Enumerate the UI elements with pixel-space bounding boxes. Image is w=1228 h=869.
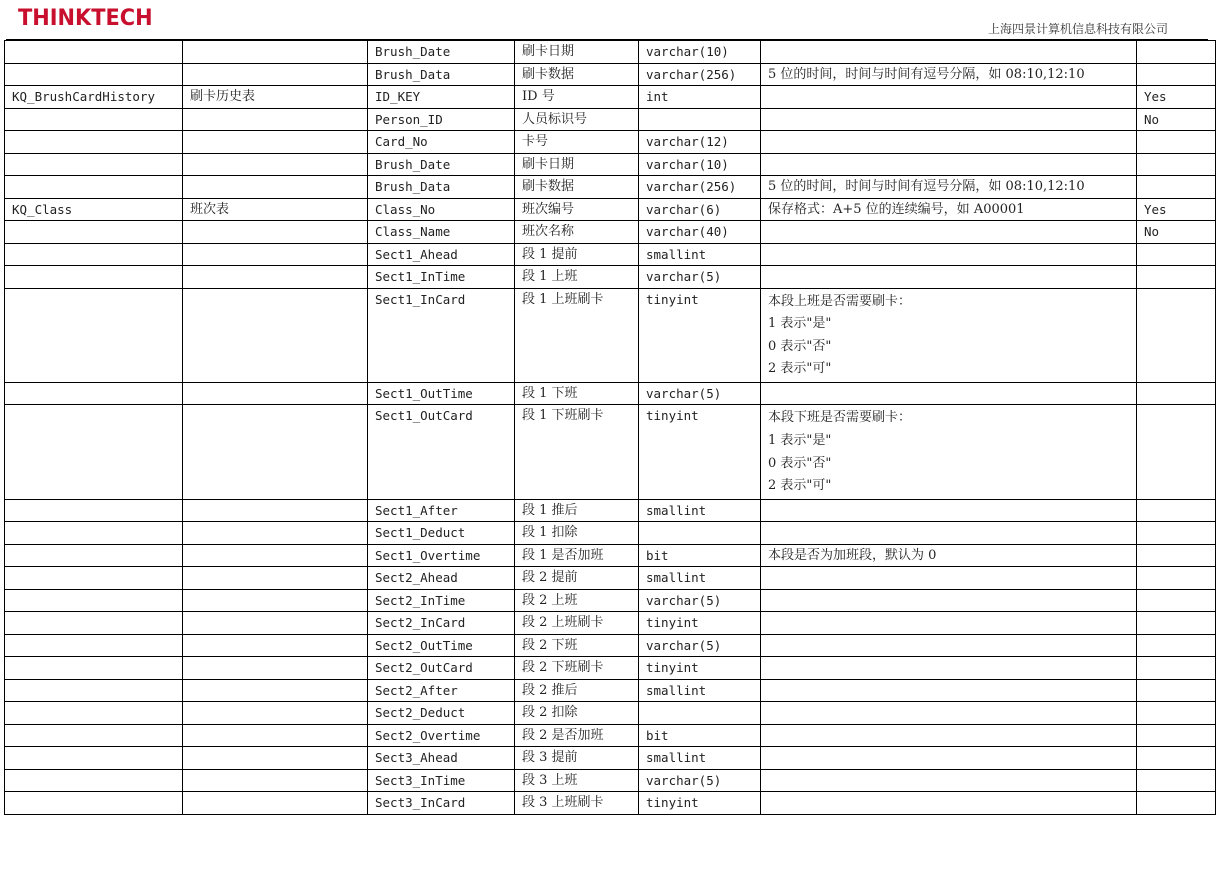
note-cell [761,41,1137,64]
note-cell [761,544,1137,567]
field-cn-name-cell: 段 1 是否加班 [515,544,639,567]
table-row [5,266,1216,289]
field-cn-name-cell: 段 3 提前 [515,747,639,770]
field-name-cell: Sect2_OutTime [368,634,515,657]
table-cn-name-cell [183,792,368,815]
data-type-cell: smallint [639,243,761,266]
table-row [5,769,1216,792]
field-name-cell: Sect1_Deduct [368,522,515,545]
field-cn-name-cell: 段 1 下班刷卡 [515,405,639,499]
table-name-cell [5,769,183,792]
table-name-cell [5,221,183,244]
company-logo: THINKTECH [18,6,153,31]
note-cell [761,153,1137,176]
field-name-cell: Sect2_InTime [368,589,515,612]
note-cell [761,63,1137,86]
key-cell [1137,544,1216,567]
table-row [5,131,1216,154]
note-cell [761,86,1137,109]
table-name-cell [5,131,183,154]
key-cell [1137,405,1216,499]
table-name-cell [5,499,183,522]
data-type-cell: varchar(5) [639,589,761,612]
table-cn-name-cell [183,679,368,702]
key-cell [1137,41,1216,64]
table-cn-name-cell: 班次表 [183,198,368,221]
field-cn-name-cell: 段 1 上班 [515,266,639,289]
table-cn-name-cell [183,769,368,792]
table-cn-name-cell [183,702,368,725]
table-name-cell [5,724,183,747]
data-type-cell: varchar(10) [639,41,761,64]
key-cell [1137,522,1216,545]
table-cn-name-cell [183,108,368,131]
company-name: 上海四景计算机信息科技有限公司 [987,22,1168,36]
data-type-cell [639,108,761,131]
key-cell: No [1137,221,1216,244]
key-cell [1137,63,1216,86]
field-cn-name-cell: 卡号 [515,131,639,154]
key-cell [1137,176,1216,199]
data-type-cell: varchar(40) [639,221,761,244]
field-name-cell: Sect2_After [368,679,515,702]
key-cell [1137,153,1216,176]
table-row [5,63,1216,86]
note-cell [761,176,1137,199]
table-cn-name-cell [183,499,368,522]
key-cell [1137,657,1216,680]
table-cn-name-cell [183,176,368,199]
key-cell: Yes [1137,198,1216,221]
table-row [5,153,1216,176]
field-cn-name-cell: 刷卡日期 [515,41,639,64]
field-name-cell: Brush_Data [368,176,515,199]
table-name-cell: KQ_BrushCardHistory [5,86,183,109]
table-row [5,86,1216,109]
field-cn-name-cell: 段 2 扣除 [515,702,639,725]
field-cn-name-cell: 刷卡数据 [515,63,639,86]
field-cn-name-cell: 段 2 上班 [515,589,639,612]
field-name-cell: Sect1_OutTime [368,382,515,405]
table-row [5,589,1216,612]
note-cell [761,131,1137,154]
table-row [5,679,1216,702]
key-cell [1137,266,1216,289]
data-type-cell: tinyint [639,288,761,382]
field-name-cell: Sect2_Ahead [368,567,515,590]
note-line: 0 表示"否" [768,455,832,471]
table-cn-name-cell [183,634,368,657]
table-cn-name-cell [183,288,368,382]
note-cell [761,382,1137,405]
table-cn-name-cell [183,724,368,747]
field-cn-name-cell: 段 2 提前 [515,567,639,590]
table-cn-name-cell [183,131,368,154]
data-type-cell: smallint [639,679,761,702]
field-name-cell: Class_Name [368,221,515,244]
table-cn-name-cell [183,544,368,567]
table-cn-name-cell [183,567,368,590]
table-row [5,724,1216,747]
field-cn-name-cell: 段 2 上班刷卡 [515,612,639,635]
key-cell [1137,567,1216,590]
data-type-cell [639,702,761,725]
field-name-cell: Brush_Date [368,41,515,64]
table-name-cell [5,702,183,725]
field-cn-name-cell: 段 2 下班 [515,634,639,657]
table-name-cell: KQ_Class [5,198,183,221]
key-cell: No [1137,108,1216,131]
key-cell [1137,769,1216,792]
data-type-cell: smallint [639,567,761,590]
table-cn-name-cell [183,522,368,545]
table-row [5,522,1216,545]
data-type-cell: varchar(256) [639,176,761,199]
data-type-cell: bit [639,544,761,567]
data-type-cell: varchar(5) [639,266,761,289]
note-cell [761,702,1137,725]
table-name-cell [5,612,183,635]
table-cn-name-cell [183,747,368,770]
data-type-cell: bit [639,724,761,747]
note-line: 1 表示"是" [768,432,832,448]
table-name-cell [5,405,183,499]
field-name-cell: Sect2_InCard [368,612,515,635]
table-name-cell [5,589,183,612]
table-row [5,792,1216,815]
note-cell [761,747,1137,770]
data-type-cell: tinyint [639,612,761,635]
data-type-cell: smallint [639,499,761,522]
field-cn-name-cell: 段 3 上班刷卡 [515,792,639,815]
table-name-cell [5,567,183,590]
data-type-cell: tinyint [639,657,761,680]
note-cell [761,724,1137,747]
table-row [5,108,1216,131]
field-name-cell: Sect3_Ahead [368,747,515,770]
field-name-cell: Sect1_Overtime [368,544,515,567]
field-name-cell: Sect3_InTime [368,769,515,792]
note-line: 1 表示"是" [768,316,832,332]
data-type-cell: varchar(5) [639,769,761,792]
field-cn-name-cell: 刷卡数据 [515,176,639,199]
field-name-cell: Class_No [368,198,515,221]
schema-table [4,40,1216,815]
table-name-cell [5,63,183,86]
field-cn-name-cell: ID 号 [515,86,639,109]
key-cell [1137,747,1216,770]
note-cell [761,108,1137,131]
key-cell [1137,243,1216,266]
note-cell [761,567,1137,590]
table-name-cell [5,679,183,702]
note-line: 本段是否为加班段，默认为 0 [768,547,937,563]
note-cell [761,769,1137,792]
data-type-cell: tinyint [639,405,761,499]
field-name-cell: Sect3_InCard [368,792,515,815]
field-name-cell: Sect1_InCard [368,288,515,382]
table-row [5,499,1216,522]
table-cn-name-cell [183,589,368,612]
note-cell [761,589,1137,612]
table-name-cell [5,243,183,266]
field-cn-name-cell: 段 1 推后 [515,499,639,522]
note-cell [761,792,1137,815]
key-cell [1137,679,1216,702]
note-cell [761,657,1137,680]
note-line: 2 表示"可" [768,361,832,377]
field-name-cell: Card_No [368,131,515,154]
table-row [5,702,1216,725]
field-cn-name-cell: 段 2 是否加班 [515,724,639,747]
note-line: 本段下班是否需要刷卡： [768,410,912,426]
field-name-cell: Brush_Data [368,63,515,86]
table-row [5,243,1216,266]
note-cell [761,612,1137,635]
table-cn-name-cell: 刷卡历史表 [183,86,368,109]
note-cell [761,288,1137,382]
table-name-cell [5,522,183,545]
data-type-cell: varchar(256) [639,63,761,86]
key-cell [1137,589,1216,612]
key-cell [1137,634,1216,657]
data-type-cell: varchar(12) [639,131,761,154]
field-name-cell: Sect1_InTime [368,266,515,289]
table-row [5,405,1216,499]
table-cn-name-cell [183,243,368,266]
field-cn-name-cell: 段 3 上班 [515,769,639,792]
key-cell [1137,288,1216,382]
key-cell [1137,499,1216,522]
table-name-cell [5,382,183,405]
data-type-cell: tinyint [639,792,761,815]
field-name-cell: ID_KEY [368,86,515,109]
table-row [5,657,1216,680]
table-row [5,221,1216,244]
table-name-cell [5,747,183,770]
field-name-cell: Person_ID [368,108,515,131]
data-type-cell: varchar(6) [639,198,761,221]
key-cell [1137,792,1216,815]
note-line: 本段上班是否需要刷卡： [768,293,912,309]
table-name-cell [5,41,183,64]
table-cn-name-cell [183,221,368,244]
note-cell [761,405,1137,499]
data-type-cell: varchar(5) [639,382,761,405]
table-cn-name-cell [183,382,368,405]
key-cell [1137,612,1216,635]
data-type-cell: smallint [639,747,761,770]
table-row [5,634,1216,657]
table-cn-name-cell [183,405,368,499]
field-cn-name-cell: 段 2 下班刷卡 [515,657,639,680]
note-cell [761,266,1137,289]
table-cn-name-cell [183,657,368,680]
field-name-cell: Sect1_OutCard [368,405,515,499]
data-type-cell [639,522,761,545]
table-row [5,747,1216,770]
field-cn-name-cell: 段 1 扣除 [515,522,639,545]
key-cell [1137,724,1216,747]
table-row [5,41,1216,64]
note-line: 0 表示"否" [768,338,832,354]
note-cell [761,634,1137,657]
data-type-cell: varchar(5) [639,634,761,657]
table-cn-name-cell [183,41,368,64]
table-name-cell [5,108,183,131]
table-cn-name-cell [183,153,368,176]
table-row [5,288,1216,382]
field-cn-name-cell: 段 1 提前 [515,243,639,266]
note-cell [761,243,1137,266]
key-cell [1137,131,1216,154]
table-cn-name-cell [183,266,368,289]
field-cn-name-cell: 段 1 下班 [515,382,639,405]
note-line: 2 表示"可" [768,478,832,494]
field-cn-name-cell: 班次名称 [515,221,639,244]
table-name-cell [5,176,183,199]
table-row [5,198,1216,221]
field-name-cell: Brush_Date [368,153,515,176]
note-line: 保存格式：A+5 位的连续编号，如 A00001 [768,201,1025,217]
field-cn-name-cell: 人员标识号 [515,108,639,131]
table-name-cell [5,153,183,176]
field-name-cell: Sect2_Deduct [368,702,515,725]
note-cell [761,522,1137,545]
note-cell [761,679,1137,702]
field-cn-name-cell: 班次编号 [515,198,639,221]
table-row [5,176,1216,199]
table-row [5,382,1216,405]
table-name-cell [5,792,183,815]
data-type-cell: int [639,86,761,109]
table-row [5,544,1216,567]
table-name-cell [5,634,183,657]
table-name-cell [5,288,183,382]
data-type-cell: varchar(10) [639,153,761,176]
note-line: 5 位的时间，时间与时间有逗号分隔，如 08:10,12:10 [768,66,1085,82]
field-name-cell: Sect2_OutCard [368,657,515,680]
field-name-cell: Sect2_Overtime [368,724,515,747]
note-cell [761,198,1137,221]
note-line: 5 位的时间，时间与时间有逗号分隔，如 08:10,12:10 [768,179,1085,194]
table-row [5,567,1216,590]
key-cell: Yes [1137,86,1216,109]
field-name-cell: Sect1_Ahead [368,243,515,266]
field-name-cell: Sect1_After [368,499,515,522]
field-cn-name-cell: 刷卡日期 [515,153,639,176]
table-name-cell [5,544,183,567]
table-cn-name-cell [183,612,368,635]
table-cn-name-cell [183,63,368,86]
note-cell [761,221,1137,244]
key-cell [1137,382,1216,405]
key-cell [1137,702,1216,725]
table-row [5,612,1216,635]
field-cn-name-cell: 段 2 推后 [515,679,639,702]
table-name-cell [5,266,183,289]
note-cell [761,499,1137,522]
table-name-cell [5,657,183,680]
field-cn-name-cell: 段 1 上班刷卡 [515,288,639,382]
